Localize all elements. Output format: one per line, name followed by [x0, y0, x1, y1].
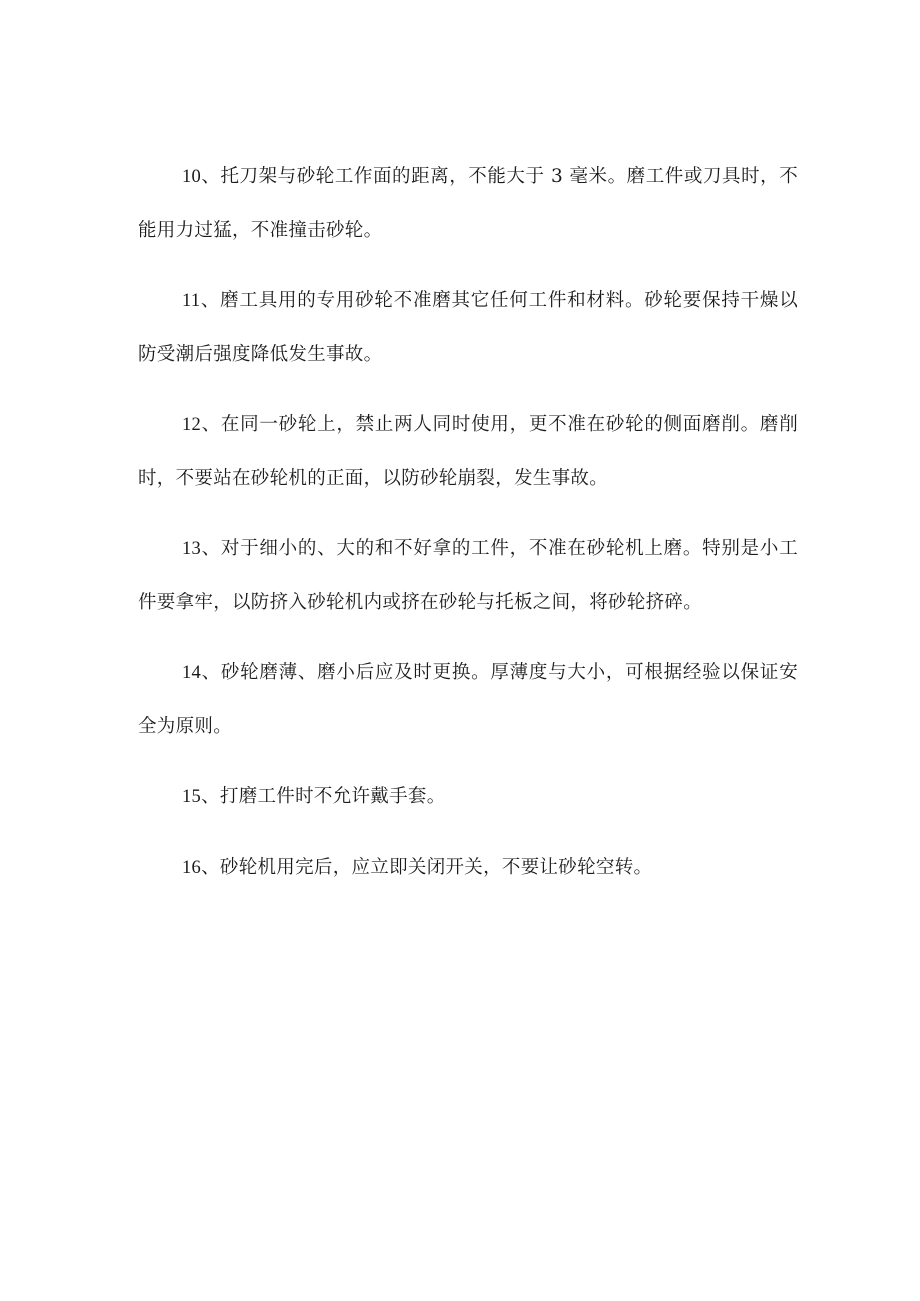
- rule-number: 13: [182, 539, 202, 559]
- rule-number: 16: [182, 858, 202, 878]
- rule-text: 、砂轮机用完后，应立即关闭开关，不要让砂轮空转。: [201, 857, 653, 878]
- rule-paragraph-13: [138, 522, 798, 629]
- rule-paragraph-10: [138, 150, 798, 257]
- rule-number: 10: [182, 167, 202, 187]
- rule-text: 、磨工具用的专用砂轮不准磨其它任何工件和材料。砂轮要保持干燥以防受潮后强度降低发生事故。: [138, 290, 798, 365]
- rule-text: 、对于细小的、大的和不好拿的工件，不准在砂轮机上磨。特别是小工件要拿牢，以防挤入砂轮机内或挤在砂轮与托板之间，将砂轮挤碎。: [138, 538, 798, 613]
- rule-number: 12: [182, 415, 202, 435]
- rule-text: 、托刀架与砂轮工作面的距离，不能大于 3 毫米。磨工件或刀具时，不能用力过猛，不准撞击砂轮。: [138, 166, 798, 241]
- rule-text: 、在同一砂轮上，禁止两人同时使用，更不准在砂轮的侧面磨削。磨削时，不要站在砂轮机的正面，以防砂轮崩裂，发生事故。: [138, 414, 798, 489]
- rule-paragraph-15: [138, 770, 798, 824]
- rule-number: 14: [182, 663, 202, 683]
- rule-paragraph-14: [138, 646, 798, 753]
- rule-paragraph-16: [138, 841, 798, 895]
- rule-paragraph-12: [138, 398, 798, 505]
- rule-paragraph-11: [138, 274, 798, 381]
- rule-number: 11: [182, 291, 201, 311]
- rule-text: 、打磨工件时不允许戴手套。: [201, 786, 446, 807]
- rule-number: 15: [182, 787, 202, 807]
- rule-text: 、砂轮磨薄、磨小后应及时更换。厚薄度与大小，可根据经验以保证安全为原则。: [138, 662, 798, 737]
- document-body: [138, 150, 798, 912]
